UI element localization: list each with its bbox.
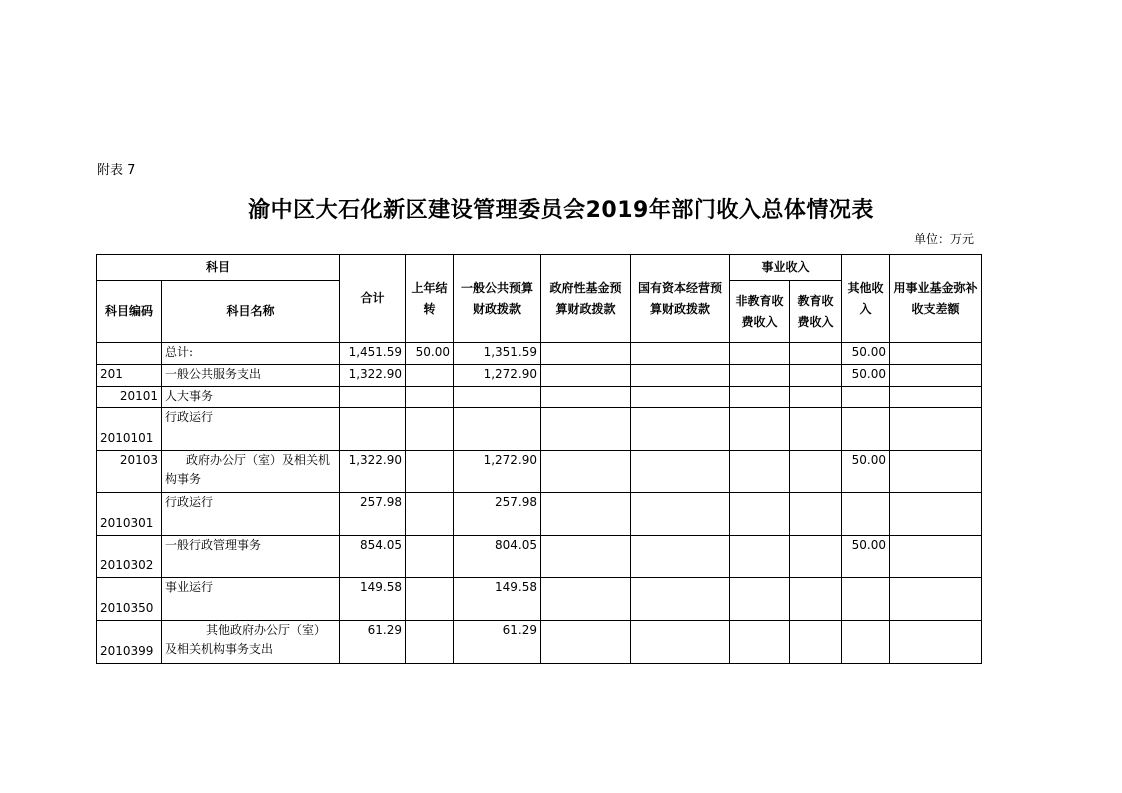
income-table <box>96 254 982 664</box>
row-general <box>454 387 541 408</box>
row-general: 1,272.90 <box>454 365 541 387</box>
row-code: 201 <box>97 365 162 387</box>
header-business-income: 事业收入 <box>730 255 842 281</box>
header-total: 合计 <box>340 255 406 343</box>
header-subject-code: 科目编码 <box>97 281 162 343</box>
row-general: 1,272.90 <box>454 451 541 493</box>
row-code: 20101 <box>97 387 162 408</box>
table-row <box>97 408 982 451</box>
row-total: 1,322.90 <box>340 451 406 493</box>
row-code: 2010302 <box>97 536 162 578</box>
page-title: 渝中区大石化新区建设管理委员会2019年部门收入总体情况表 <box>248 198 874 223</box>
row-total: 1,322.90 <box>340 365 406 387</box>
row-total: 1,451.59 <box>340 343 406 365</box>
row-total: 257.98 <box>340 493 406 536</box>
row-name: 一般行政管理事务 <box>162 536 340 578</box>
row-other: 50.00 <box>842 365 890 387</box>
header-gov-fund: 政府性基金预算财政拨款 <box>541 255 631 343</box>
row-carryover <box>406 536 454 578</box>
row-name: 其他政府办公厅（室）及相关机构事务支出 <box>162 621 340 664</box>
row-other <box>842 387 890 408</box>
header-subject: 科目 <box>97 255 340 281</box>
table-row <box>97 343 982 365</box>
row-total <box>340 387 406 408</box>
row-name: 事业运行 <box>162 578 340 621</box>
table-row <box>97 536 982 578</box>
row-carryover <box>406 621 454 664</box>
row-other: 50.00 <box>842 536 890 578</box>
header-fund-gap: 用事业基金弥补收支差额 <box>890 255 982 343</box>
row-total: 61.29 <box>340 621 406 664</box>
row-code: 2010350 <box>97 578 162 621</box>
header-subject-name: 科目名称 <box>162 281 340 343</box>
table-row <box>97 387 982 408</box>
row-total <box>340 408 406 451</box>
row-carryover <box>406 408 454 451</box>
header-state-capital: 国有资本经营预算财政拨款 <box>631 255 730 343</box>
table-row <box>97 621 982 664</box>
row-name: 一般公共服务支出 <box>162 365 340 387</box>
appendix-label: 附表 7 <box>97 163 136 178</box>
row-general <box>454 408 541 451</box>
row-carryover <box>406 451 454 493</box>
header-non-edu-fee: 非教育收费收入 <box>730 281 790 343</box>
row-total: 149.58 <box>340 578 406 621</box>
row-general: 61.29 <box>454 621 541 664</box>
row-code: 20103 <box>97 451 162 493</box>
row-name: 行政运行 <box>162 493 340 536</box>
row-code <box>97 343 162 365</box>
row-other <box>842 578 890 621</box>
header-carryover: 上年结转 <box>406 255 454 343</box>
row-other <box>842 408 890 451</box>
table-row <box>97 493 982 536</box>
row-carryover <box>406 578 454 621</box>
row-other: 50.00 <box>842 451 890 493</box>
row-name: 总计: <box>162 343 340 365</box>
row-carryover <box>406 365 454 387</box>
row-other <box>842 493 890 536</box>
row-total: 854.05 <box>340 536 406 578</box>
table-row <box>97 578 982 621</box>
row-name: 行政运行 <box>162 408 340 451</box>
row-other: 50.00 <box>842 343 890 365</box>
unit-label: 单位：万元 <box>913 232 974 246</box>
row-name: 人大事务 <box>162 387 340 408</box>
header-edu-fee: 教育收费收入 <box>790 281 842 343</box>
row-general: 257.98 <box>454 493 541 536</box>
row-carryover: 50.00 <box>406 343 454 365</box>
header-other-income: 其他收入 <box>842 255 890 343</box>
row-code: 2010301 <box>97 493 162 536</box>
row-other <box>842 621 890 664</box>
row-code: 2010101 <box>97 408 162 451</box>
row-code: 2010399 <box>97 621 162 664</box>
row-general: 1,351.59 <box>454 343 541 365</box>
row-name: 政府办公厅（室）及相关机构事务 <box>162 451 340 493</box>
table-row <box>97 365 982 387</box>
row-carryover <box>406 493 454 536</box>
row-carryover <box>406 387 454 408</box>
table-row <box>97 451 982 493</box>
row-general: 804.05 <box>454 536 541 578</box>
row-general: 149.58 <box>454 578 541 621</box>
header-general-budget: 一般公共预算财政拨款 <box>454 255 541 343</box>
